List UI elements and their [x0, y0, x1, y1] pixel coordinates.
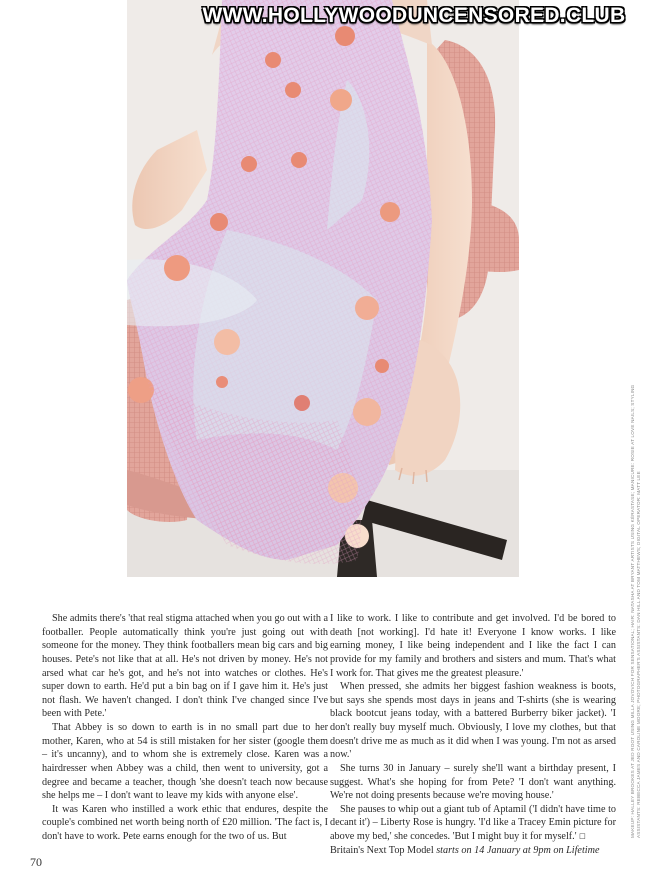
article-paragraph: When pressed, she admits her biggest fashion weakness is boots, but says she spends most days in jeans and T-shirts (she is wearing black bootcut jeans today, with a battered Burberry biker jacket). 'I don't really buy myself much. Obviously, I love my clothes, but that doesn't drive me as much as it did when I was young. I'm not as arsed now.': [330, 681, 616, 761]
page-number: 70: [30, 855, 42, 869]
watermark: WWW.HOLLYWOODUNCENSORED.CLUB: [202, 4, 626, 27]
article-paragraph: It was Karen who instilled a work ethic that endures, despite the couple's combined net worth being north of £20 million. 'The fact is, I don't have to work. Pete earns enough for the two of us. But: [42, 803, 328, 842]
article-paragraph: She admits there's 'that real stigma attached when you go out with a footballer. People automatically think you're just going out with someone for the money. They think footballers mean big cars and big houses. Pete's not like that at all. He's not driven by money. He's not arsed what car he's got, and he's not into watches or clothes. He's super down to earth. He'd put a bin bag on if I gave him it. He's just not flash. We haven't changed. I don't think I've changed since I've been with Pete.': [42, 613, 328, 720]
article-paragraph: I like to work. I like to contribute and get involved. I'd be bored to death [not working]. I'd hate it! Everyone I know works. I like earning money, I like being independent and I like the fact I can provide for my family and brothers and sisters and mum. That's what I work for. That gives me the greatest pleasure.': [330, 613, 616, 679]
article-column-right: [330, 612, 616, 857]
article-column-left: [42, 612, 328, 844]
article-paragraph: She turns 30 in January – surely she'll want a birthday present, I suggest. What's she hoping for from Pete? 'I don't want anything. We're not doing presents because we're moving house.': [330, 762, 616, 802]
show-schedule: starts on 14 January at 9pm on Lifetime: [433, 844, 600, 856]
end-mark: □: [579, 832, 586, 840]
article-paragraph-text: She pauses to whip out a giant tub of Aptamil ('I didn't have time to decant it') – Liberty Rose is hungry. 'I'd like a Tracey Emin picture for above my bed,' she concedes. 'But I might buy it for myself.': [330, 803, 616, 842]
photo-credits: [630, 378, 658, 838]
tv-listing-tagline: [330, 844, 616, 858]
fashion-photo: [127, 0, 519, 577]
article-paragraph-final: [330, 803, 616, 844]
article-paragraph: That Abbey is so down to earth is in no small part due to her mother, Karen, who at 54 is still mistaken for her sister (google them – it's uncanny), and to whom she is extremely close. Karen was a hairdresser when Abbey was a child, then went to university, got a degree and became a teacher, though 'she doesn't teach now because she helps me – I don't want to leave my kids with anyone else'.: [42, 722, 328, 802]
photo-credits-text: MAKEUP: HALLEY BROOKES AT JED ROOT USING MILLA JOVOVICH FOR SENSATIONAL; HAIR: NATASHA AT BRYANT ARTISTS USING KÉRASTASE; MANICURE: ROSIE AT LOVE NAILS; STYLING ASSISTANTS: REBECCA JAMES AND CAROLINE MOORE; PHOTOGRAPHER'S ASSISTANTS: DAN HILL AND TOM MATTHEWS; DIGITAL OPERATOR: MATT LEE: [630, 384, 641, 838]
show-title: Britain's Next Top Model: [330, 844, 434, 856]
